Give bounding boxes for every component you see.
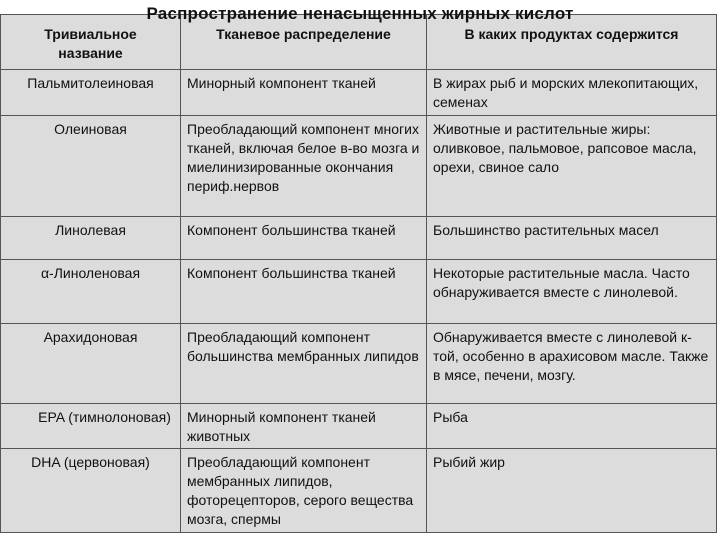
cell-products: Некоторые растительные масла. Часто обнаруживается вместе с линолевой. (427, 260, 717, 324)
cell-tissue: Преобладающий компонент большинства мембранных липидов (181, 324, 427, 404)
cell-name: Линолевая (1, 217, 181, 260)
page-title: Распространение ненасыщенных жирных кислот (146, 4, 574, 23)
cell-products: Рыба (427, 404, 717, 449)
cell-products: Рыбий жир (427, 449, 717, 533)
table-row (1, 217, 717, 260)
cell-tissue: Компонент большинства тканей (181, 260, 427, 324)
table-row (1, 70, 717, 116)
cell-products: Животные и растительные жиры: оливковое, пальмовое, рапсовое масла, орехи, свиное сало (427, 116, 717, 217)
cell-name: α-Линоленовая (1, 260, 181, 324)
cell-tissue: Преобладающий компонент мембранных липидов, фоторецепторов, серого вещества мозга, спермы (181, 449, 427, 533)
cell-tissue: Минорный компонент тканей (181, 70, 427, 116)
table-row (1, 404, 717, 449)
cell-products: Большинство растительных масел (427, 217, 717, 260)
fatty-acids-table (0, 14, 717, 533)
cell-name: Пальмитолеиновая (1, 70, 181, 116)
table-row (1, 324, 717, 404)
table-row (1, 449, 717, 533)
cell-name: Олеиновая (1, 116, 181, 217)
table-row (1, 116, 717, 217)
table-row (1, 260, 717, 324)
header-trivial-name: Тривиальное название (1, 15, 181, 70)
cell-products: Обнаруживается вместе с линолевой к-той, особенно в арахисовом масле. Также в мясе, печени, мозгу. (427, 324, 717, 404)
cell-tissue: Минорный компонент тканей животных (181, 404, 427, 449)
cell-tissue: Компонент большинства тканей (181, 217, 427, 260)
cell-name: Арахидоновая (1, 324, 181, 404)
cell-products: В жирах рыб и морских млекопитающих, семенах (427, 70, 717, 116)
cell-name: DHA (цервоновая) (1, 449, 181, 533)
cell-name: EPA (тимнолоновая) (1, 404, 181, 449)
cell-tissue: Преобладающий компонент многих тканей, включая белое в-во мозга и миелинизированные окончания периф.нервов (181, 116, 427, 217)
header-products: В каких продуктах содержится (427, 15, 717, 70)
header-tissue-distribution: Тканевое распределение (181, 15, 427, 70)
